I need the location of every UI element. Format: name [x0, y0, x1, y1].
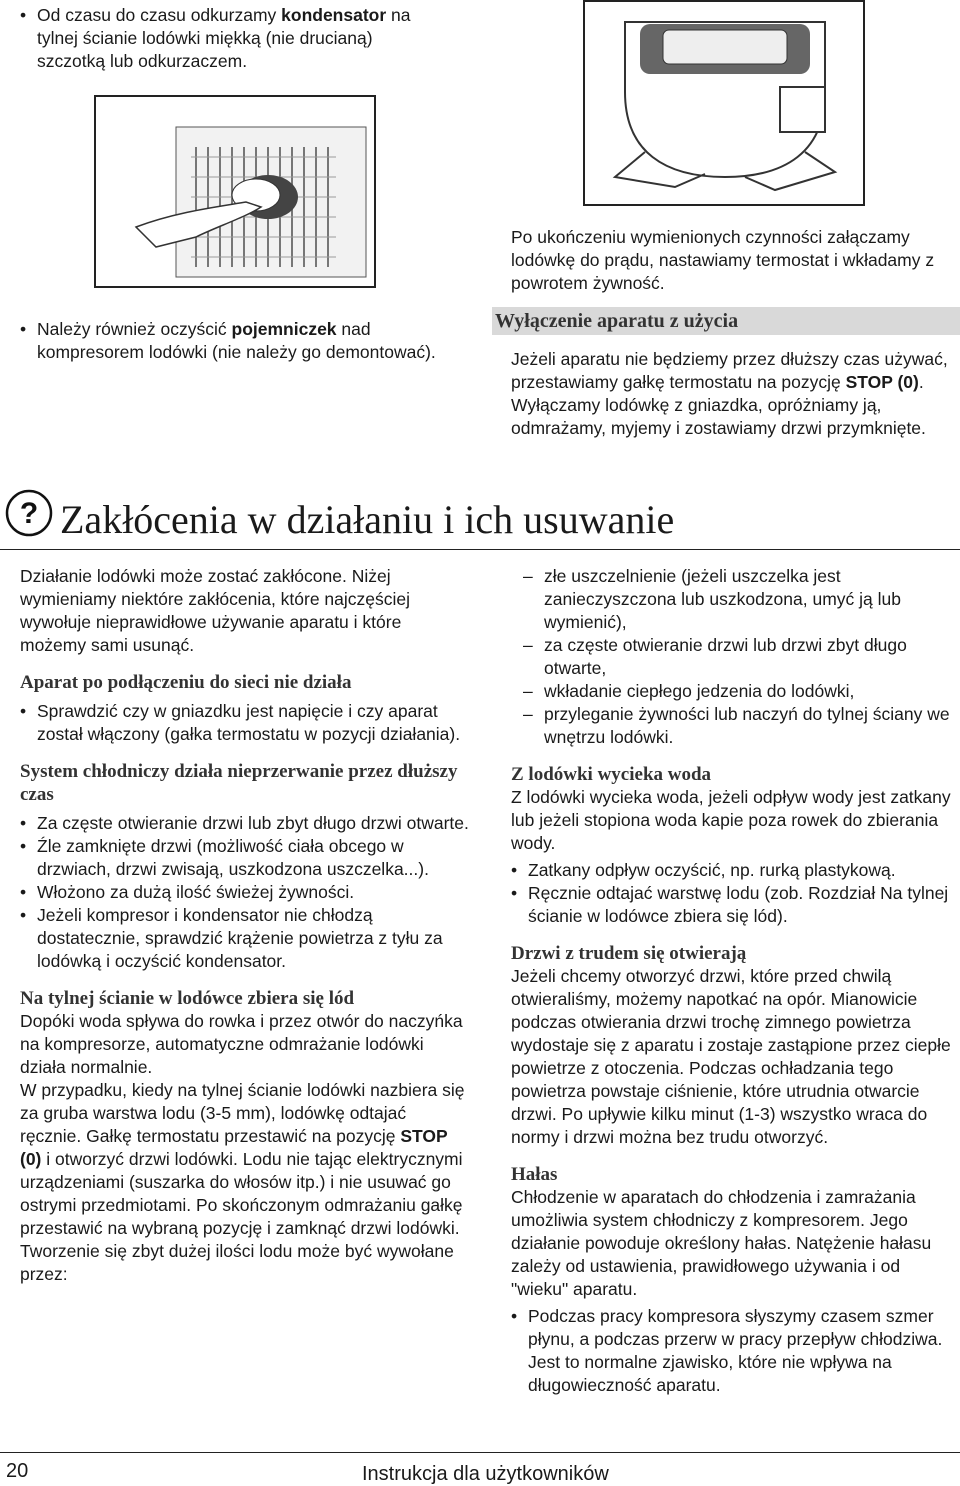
condenser-illustration	[94, 95, 376, 288]
heading-ice-on-wall: Na tylnej ścianie w lodówce zbiera się lód	[20, 988, 355, 1009]
heading-door-hard: Drzwi z trudem się otwierają	[511, 943, 747, 964]
list-item: – za częste otwieranie drzwi lub drzwi zbyt długo otwarte,	[511, 634, 956, 680]
ice-paragraph-1: Dopóki woda spływa do rowka i przez otwór do naczyńka na kompresorze, automatyczne odmrażanie lodówki działa normalnie.	[20, 1011, 463, 1077]
heading-no-power: Aparat po podłączeniu do sieci nie działa	[20, 672, 352, 693]
page-title: Zakłócenia w działaniu i ich usuwanie	[60, 497, 675, 542]
list-item: • Źle zamknięte drzwi (możliwość ciała obcego w drzwiach, drzwi zwisają, uszkodzona uszczelka...).	[20, 835, 470, 881]
list-item: • Włożono za dużą ilość świeżej żywności.	[20, 881, 470, 904]
title-underline	[0, 549, 960, 550]
after-figure-text: Po ukończeniu wymienionych czynności załączamy lodówkę do prądu, nastawiamy termostat i wkładamy z powrotem żywność.	[511, 227, 935, 293]
tl-bullet-1	[20, 4, 440, 73]
ice-paragraph-3: Tworzenie się zbyt dużej ilości lodu może być wywołane przez:	[20, 1241, 454, 1284]
left-column	[20, 565, 470, 1286]
section-title-shutdown: Wyłączenie aparatu z użycia	[492, 307, 960, 335]
heading-noise: Hałas	[511, 1164, 558, 1185]
ice-causes-list	[511, 565, 956, 749]
page-number: 20	[6, 1460, 29, 1482]
tl-bullet-2	[20, 318, 440, 364]
heading-continuous-cooling: System chłodniczy działa nieprzerwanie przez dłuższy czas	[20, 761, 458, 805]
list-item: • Zatkany odpływ oczyścić, np. rurką plastykową.	[511, 859, 956, 882]
list-item: • Ręcznie odtajać warstwę lodu (zob. Rozdział Na tylnej ścianie w lodówce zbiera się lód).	[511, 882, 956, 928]
compressor-drawing	[585, 2, 863, 204]
question-icon	[4, 488, 54, 538]
door-hard-text: Jeżeli chcemy otworzyć drzwi, które przed chwilą otwieraliśmy, możemy napotkać na opór. Mianowicie podczas otwierania drzwi trochę zimnego powietrza wydostaje się z aparatu i zostaje zastąpione przez ciepłe powietrze z otoczenia. Podczas ochładzania tego powietrza powstaje ciśnienie, które utrudnia otwarcie drzwi. Po upływie kilku minut (1-3) wszystko wraca do normy i drzwi można bez trudu otworzyć.	[511, 966, 951, 1147]
noise-text: Chłodzenie w aparatach do chłodzenia i zamrażania umożliwia system chłodniczy z kompresorem. Jego działanie powoduje określony hałas. Natężenie hałasu zależy od ustawienia, prawidłowego używania i od "wieku" aparatu.	[511, 1187, 932, 1299]
shutdown-text: Jeżeli aparatu nie będziemy przez dłuższy czas używać, przestawiamy gałkę termostatu na pozycję STOP (0). Wyłączamy lodówkę z gniazdka, opróżniamy ją, odmrażamy, myjemy i zostawiamy drzwi przymknięte.	[511, 349, 948, 438]
continuous-cooling-list	[20, 812, 470, 973]
list-item: • Należy również oczyścić pojemniczek nad kompresorem lodówki (nie należy go demontować).	[20, 318, 440, 364]
intro-text: Działanie lodówki może zostać zakłócone. Niżej wymieniamy niektóre zakłócenia, które najczęściej wywołuje nieprawidłowe używanie aparatu i które możemy sami usunąć.	[20, 566, 411, 655]
list-item: • Jeżeli kompresor i kondensator nie chłodzą dostatecznie, sprawdzić krążenie powietrza z tyłu za lodówką i oczyścić kondensator.	[20, 904, 470, 973]
list-item: – przyleganie żywności lub naczyń do tylnej ściany we wnętrzu lodówki.	[511, 703, 956, 749]
list-item: – złe uszczelnienie (jeżeli uszczelka jest zanieczyszczona lub uszkodzona, umyć ją lub wymienić),	[511, 565, 956, 634]
list-item: • Za częste otwieranie drzwi lub zbyt długo drzwi otwarte.	[20, 812, 470, 835]
water-leak-list	[511, 859, 956, 928]
no-power-list	[20, 700, 470, 746]
svg-text:?: ?	[19, 497, 39, 530]
footer-title: Instrukcja dla użytkowników	[362, 1463, 609, 1485]
ice-paragraph-2: W przypadku, kiedy na tylnej ścianie lodówki nazbiera się za gruba warstwa lodu (3-5 mm), lodówkę odtajać ręcznie. Gałkę termostatu przestawić na pozycję STOP (0) i otworzyć drzwi lodówki. Lodu nie tając elektrycznymi urządzeniami (suszarka do włosów itp.) i nie usuwać go ostrymi przedmiotami. Po skończonym odmrażaniu gałkę przestawić na wybraną pozycję i zamknąć drzwi lodówki.	[20, 1080, 465, 1238]
condenser-drawing	[96, 97, 374, 286]
noise-list	[511, 1305, 956, 1397]
list-item: • Sprawdzić czy w gniazdku jest napięcie i czy aparat został włączony (gałka termostatu w pozycji działania).	[20, 700, 470, 746]
heading-water-leak: Z lodówki wycieka woda	[511, 764, 712, 785]
list-item: • Od czasu do czasu odkurzamy kondensator na tylnej ścianie lodówki miękką (nie drucianą) szczotką lub odkurzaczem.	[20, 4, 440, 73]
right-column	[511, 565, 956, 1397]
footer-rule	[0, 1452, 960, 1453]
list-item: – wkładanie ciepłego jedzenia do lodówki,	[511, 680, 956, 703]
list-item: • Podczas pracy kompresora słyszymy czasem szmer płynu, a podczas przerw w pracy przepływ chłodziwa. Jest to normalne zjawisko, które nie wpływa na długowieczność aparatu.	[511, 1305, 956, 1397]
water-leak-text: Z lodówki wycieka woda, jeżeli odpływ wody jest zatkany lub jeżeli stopiona woda kapie poza rowek do zbierania wody.	[511, 787, 951, 853]
compressor-illustration	[583, 0, 865, 206]
